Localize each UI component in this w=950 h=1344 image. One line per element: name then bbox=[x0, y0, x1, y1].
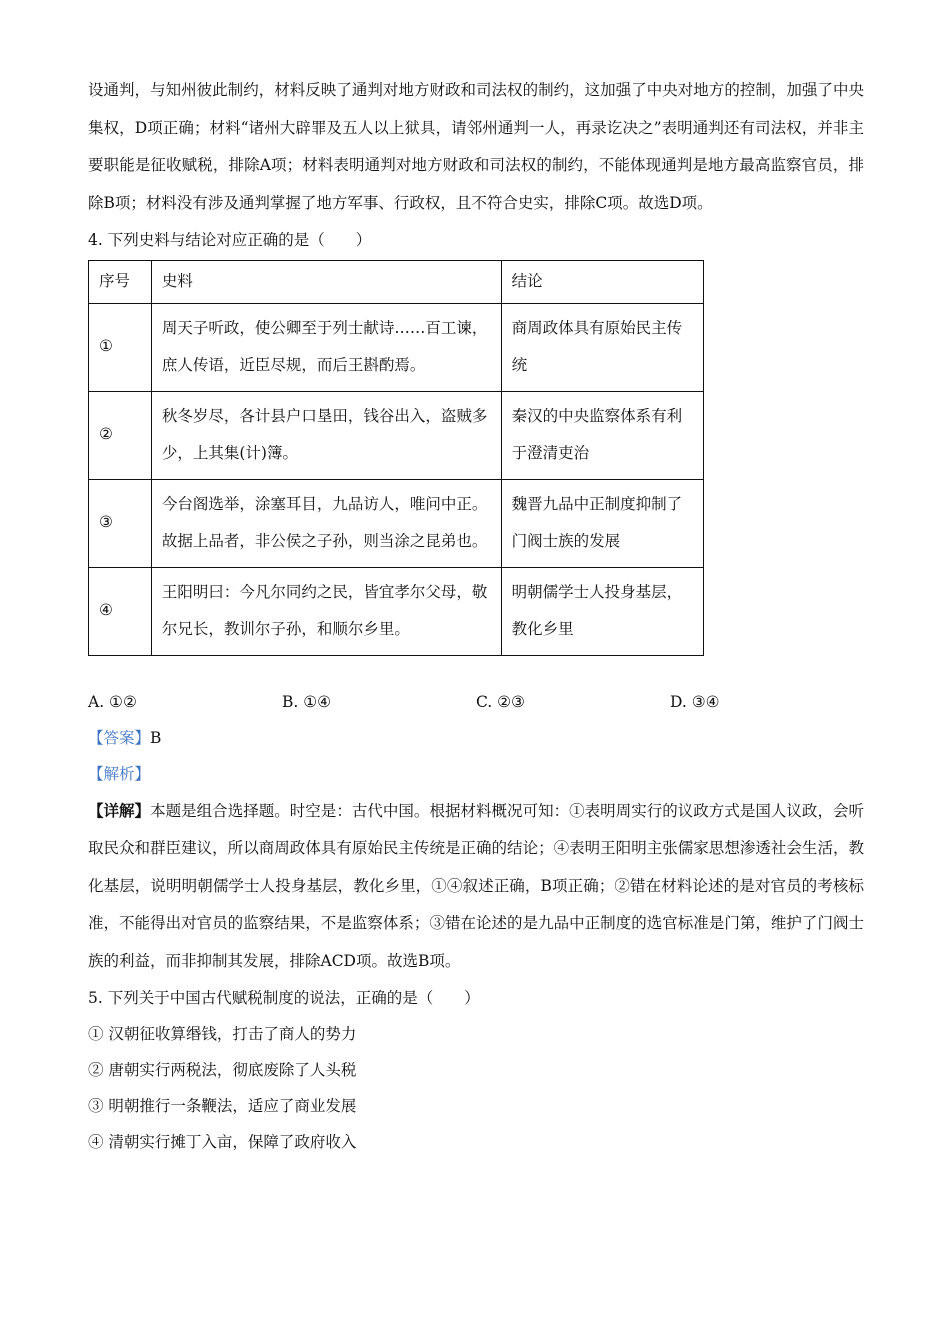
previous-analysis-paragraph: 设通判，与知州彼此制约，材料反映了通判对地方财政和司法权的制约，这加强了中央对地方的控制，加强了中央集权，D项正确；材料“诸州大辟罪及五人以上狱具，请邻州通判一人，再录讫决之”表明通判还有司法权，并非主要职能是征收赋税，排除A项；材料表明通判对地方财政和司法权的制约，不能体现通判是地方最高监察官员，排除B项；材料没有涉及通判掌握了地方军事、行政权，且不符合史实，排除C项。故选D项。 bbox=[88, 81, 864, 212]
header-conclusion: 结论 bbox=[501, 261, 703, 304]
answer-value: B bbox=[150, 728, 162, 747]
row-source: 今台阁选举，涂塞耳目，九品访人，唯问中正。故据上品者，非公侯之子孙，则当涂之昆弟也。 bbox=[151, 479, 501, 567]
analysis-line bbox=[88, 756, 864, 792]
answer-label: 【答案】 bbox=[88, 728, 151, 747]
question-5-item: ② 唐朝实行两税法，彻底废除了人头税 bbox=[88, 1061, 357, 1079]
question-4-stem: 4. 下列史料与结论对应正确的是（ ） bbox=[88, 231, 372, 249]
table-row bbox=[89, 479, 704, 567]
document-page bbox=[88, 72, 864, 1160]
row-source: 周天子听政，使公卿至于列士献诗……百工谏，庶人传语，近臣尽规，而后王斟酌焉。 bbox=[151, 303, 501, 391]
detail-paragraph bbox=[88, 792, 864, 981]
row-number: ② bbox=[89, 391, 152, 479]
row-conclusion: 明朝儒学士人投身基层，教化乡里 bbox=[501, 567, 703, 655]
answer-line bbox=[88, 720, 864, 756]
question-4-options bbox=[88, 684, 864, 720]
table-header-row bbox=[89, 261, 704, 304]
option-d: D. ③④ bbox=[670, 692, 720, 711]
option-a: A. ①② bbox=[88, 692, 137, 711]
row-source: 王阳明曰：今凡尔同约之民，皆宜孝尔父母，敬尔兄长，教训尔子孙，和顺尔乡里。 bbox=[151, 567, 501, 655]
table-row bbox=[89, 303, 704, 391]
detail-label: 【详解】 bbox=[88, 800, 151, 820]
header-source: 史料 bbox=[151, 261, 501, 304]
question-5-item: ① 汉朝征收算缗钱，打击了商人的势力 bbox=[88, 1025, 357, 1043]
table-row bbox=[89, 391, 704, 479]
row-number: ① bbox=[89, 303, 152, 391]
row-conclusion: 秦汉的中央监察体系有利于澄清吏治 bbox=[501, 391, 703, 479]
row-source: 秋冬岁尽，各计县户口垦田，钱谷出入，盗贼多少，上其集(计)簿。 bbox=[151, 391, 501, 479]
question-4-table bbox=[88, 260, 704, 656]
header-number: 序号 bbox=[89, 261, 152, 304]
question-5-item: ③ 明朝推行一条鞭法，适应了商业发展 bbox=[88, 1097, 357, 1115]
option-c: C. ②③ bbox=[476, 692, 525, 711]
question-5-item: ④ 清朝实行摊丁入亩，保障了政府收入 bbox=[88, 1133, 357, 1151]
detail-text: 本题是组合选择题。时空是：古代中国。根据材料概况可知：①表明周实行的议政方式是国人议政，会听取民众和群臣建议，所以商周政体具有原始民主传统是正确的结论；④表明王阳明主张儒家思想渗透社会生活，教化基层，说明明朝儒学士人投身基层，教化乡里，①④叙述正确，B项正确；②错在材料论述的是对官员的考核标准，不能得出对官员的监察结果，不是监察体系；③错在论述的是九品中正制度的选官标准是门第，维护了门阀士族的利益，而非抑制其发展，排除ACD项。故选B项。 bbox=[88, 801, 864, 970]
option-b: B. ①④ bbox=[282, 692, 332, 711]
question-5-stem: 5. 下列关于中国古代赋税制度的说法，正确的是（ ） bbox=[88, 989, 480, 1007]
row-number: ③ bbox=[89, 479, 152, 567]
row-conclusion: 商周政体具有原始民主传统 bbox=[501, 303, 703, 391]
row-conclusion: 魏晋九品中正制度抑制了门阀士族的发展 bbox=[501, 479, 703, 567]
analysis-label: 【解析】 bbox=[88, 764, 151, 783]
row-number: ④ bbox=[89, 567, 152, 655]
table-row bbox=[89, 567, 704, 655]
